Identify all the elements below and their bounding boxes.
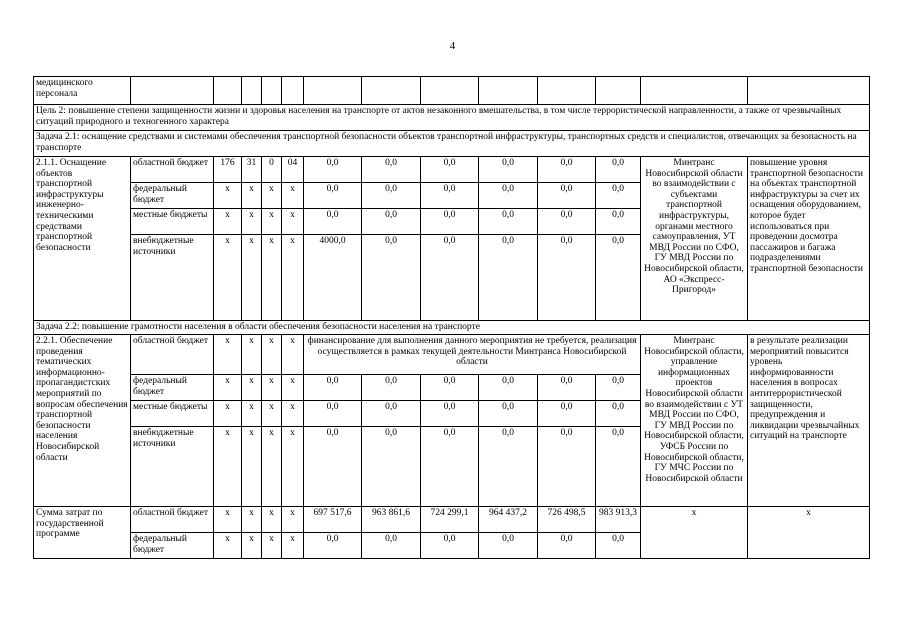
x-cell: x [282, 335, 304, 375]
x-cell: x [262, 533, 282, 559]
total-value-cell: 726 498,5 [538, 507, 596, 533]
x-cell: x [214, 427, 242, 507]
no-funding-note: финансирование для выполнения данного мероприятия не требуется, реализация осуществляется в рамках текущей деятельности Минтранса Новосибирской области [304, 335, 641, 375]
value-cell: 0,0 [479, 427, 538, 507]
x-cell: x [282, 183, 304, 209]
total-value-cell: 0,0 [421, 533, 479, 559]
task-row [34, 131, 870, 157]
value-cell: 0,0 [304, 427, 362, 507]
total-value-cell: 724 299,1 [421, 507, 479, 533]
value-cell: 0,0 [596, 183, 641, 209]
goal-row [34, 105, 870, 131]
x-cell: x [262, 427, 282, 507]
x-cell: x [282, 427, 304, 507]
total-value-cell: 983 913,3 [596, 507, 641, 533]
task-2-1-text: Задача 2.1: оснащение средствами и системами обеспечения транспортной безопасности объектов транспортной инфраструктуры, транспортных средств и специалистов, отвечающих за безопасность на транспорте [34, 131, 870, 157]
value-cell: 0,0 [538, 427, 596, 507]
source-regional: областной бюджет [131, 507, 214, 533]
x-cell: x [262, 335, 282, 375]
x-cell: x [214, 401, 242, 427]
total-result-cell: x [748, 507, 870, 559]
source-extra: внебюджетные источники [131, 427, 214, 507]
value-cell: 0,0 [362, 235, 421, 321]
total-value-cell: 964 437,2 [479, 507, 538, 533]
value-cell: 0,0 [362, 375, 421, 401]
value-cell: 0,0 [304, 375, 362, 401]
value-cell: 0,0 [421, 183, 479, 209]
code-csr: 04 [282, 157, 304, 183]
x-cell: x [282, 209, 304, 235]
x-cell: x [282, 507, 304, 533]
value-cell: 0,0 [538, 209, 596, 235]
executors-cell: Минтранс Новосибирской области, управление информационных проектов Новосибирской области во взаимодействии с УТ МВД России по СФО, ГУ МВД России по Новосибирской области, УФСБ России по Новосибирской области, ГУ МЧС России по Новосибирской области [641, 335, 748, 507]
value-cell: 0,0 [479, 183, 538, 209]
measure-2-2-1-name: 2.2.1. Обеспечение проведения тематических информационно-пропагандистских мероприятий по вопросам обеспечения транспортной безопасности населения Новосибирской области [34, 335, 131, 507]
program-table [33, 76, 870, 559]
total-value-cell: 963 861,6 [362, 507, 421, 533]
x-cell: x [214, 335, 242, 375]
value-cell: 0,0 [596, 235, 641, 321]
x-cell: x [242, 427, 262, 507]
page-number: 4 [449, 40, 456, 52]
value-cell: 0,0 [304, 183, 362, 209]
value-cell: 0,0 [479, 157, 538, 183]
value-cell: 0,0 [362, 401, 421, 427]
value-cell: 0,0 [421, 375, 479, 401]
executors-cell: Минтранс Новосибирской области во взаимодействии с субъектами транспортной инфраструктуры, органами местного самоуправления, УТ МВД России по СФО, ГУ МВД России по Новосибирской области, АО «Экспресс-Пригород» [641, 157, 748, 321]
result-cell: в результате реализации мероприятий повысится уровень информированности населения в вопросах антитеррористической защищенности, предупреждения и ликвидации чрезвычайных ситуаций на транспорте [748, 335, 870, 507]
x-cell: x [242, 375, 262, 401]
x-cell: x [242, 209, 262, 235]
value-cell: 0,0 [362, 183, 421, 209]
table-row [34, 507, 870, 533]
x-cell: x [242, 183, 262, 209]
source-local: местные бюджеты [131, 401, 214, 427]
total-value-cell: 0,0 [304, 533, 362, 559]
value-cell: 0,0 [538, 183, 596, 209]
value-cell: 0,0 [479, 401, 538, 427]
x-cell: x [282, 235, 304, 321]
x-cell: x [214, 209, 242, 235]
x-cell: x [214, 507, 242, 533]
value-cell: 0,0 [596, 427, 641, 507]
value-cell: 0,0 [421, 209, 479, 235]
value-cell: 0,0 [479, 235, 538, 321]
value-cell: 0,0 [362, 427, 421, 507]
x-cell: x [282, 401, 304, 427]
total-value-cell: 0,0 [596, 533, 641, 559]
total-executors-cell: x [641, 507, 748, 559]
x-cell: x [282, 533, 304, 559]
x-cell: x [242, 335, 262, 375]
x-cell: x [242, 235, 262, 321]
x-cell: x [282, 375, 304, 401]
source-regional: областной бюджет [131, 157, 214, 183]
result-cell: повышение уровня транспортной безопасности на объектах транспортной инфраструктуры за счет их оснащения оборудованием, которое будет использоваться при проведении досмотра пассажиров и багажа подразделениями транспортной безопасности [748, 157, 870, 321]
value-cell: 0,0 [304, 157, 362, 183]
value-cell: 4000,0 [304, 235, 362, 321]
x-cell: x [262, 375, 282, 401]
value-cell: 0,0 [596, 375, 641, 401]
total-value-cell: 697 517,6 [304, 507, 362, 533]
x-cell: x [214, 533, 242, 559]
value-cell: 0,0 [479, 375, 538, 401]
code-pr: 0 [262, 157, 282, 183]
value-cell: 0,0 [596, 401, 641, 427]
task-2-2-text: Задача 2.2: повышение грамотности населения в области обеспечения безопасности населения на транспорте [34, 321, 870, 335]
measure-2-1-1-name: 2.1.1. Оснащение объектов транспортной инфраструктуры инженерно-техническими средствами транспортной безопасности [34, 157, 131, 321]
value-cell: 0,0 [538, 157, 596, 183]
x-cell: x [242, 401, 262, 427]
value-cell: 0,0 [304, 209, 362, 235]
value-cell: 0,0 [479, 209, 538, 235]
source-federal: федеральный бюджет [131, 183, 214, 209]
code-rz: 31 [242, 157, 262, 183]
table-row [34, 335, 870, 375]
x-cell: x [262, 401, 282, 427]
code-gp: 176 [214, 157, 242, 183]
total-name: Сумма затрат по государственной программе [34, 507, 131, 559]
value-cell: 0,0 [421, 157, 479, 183]
x-cell: x [242, 507, 262, 533]
total-value-cell: 0,0 [479, 533, 538, 559]
x-cell: x [262, 209, 282, 235]
x-cell: x [242, 533, 262, 559]
x-cell: x [214, 375, 242, 401]
value-cell: 0,0 [362, 209, 421, 235]
source-extra: внебюджетные источники [131, 235, 214, 321]
x-cell: x [214, 183, 242, 209]
value-cell: 0,0 [538, 375, 596, 401]
task-row [34, 321, 870, 335]
source-federal: федеральный бюджет [131, 375, 214, 401]
total-value-cell: 0,0 [538, 533, 596, 559]
value-cell: 0,0 [421, 427, 479, 507]
x-cell: x [262, 235, 282, 321]
value-cell: 0,0 [362, 157, 421, 183]
value-cell: 0,0 [304, 401, 362, 427]
value-cell: 0,0 [538, 401, 596, 427]
source-regional: областной бюджет [131, 335, 214, 375]
source-federal: федеральный бюджет [131, 533, 214, 559]
total-value-cell: 0,0 [362, 533, 421, 559]
x-cell: x [214, 235, 242, 321]
x-cell: x [262, 507, 282, 533]
value-cell: 0,0 [596, 209, 641, 235]
value-cell: 0,0 [421, 401, 479, 427]
value-cell: 0,0 [596, 157, 641, 183]
table-row [34, 77, 870, 105]
goal-2-text: Цель 2: повышение степени защищенности жизни и здоровья населения на транспорте от актов незаконного вмешательства, в том числе террористической направленности, а также от чрезвычайных ситуаций природного и техногенного характера [34, 105, 870, 131]
table-row [34, 157, 870, 183]
value-cell: 0,0 [538, 235, 596, 321]
source-local: местные бюджеты [131, 209, 214, 235]
fragment-cell: медицинского персонала [34, 77, 131, 105]
value-cell: 0,0 [421, 235, 479, 321]
x-cell: x [262, 183, 282, 209]
